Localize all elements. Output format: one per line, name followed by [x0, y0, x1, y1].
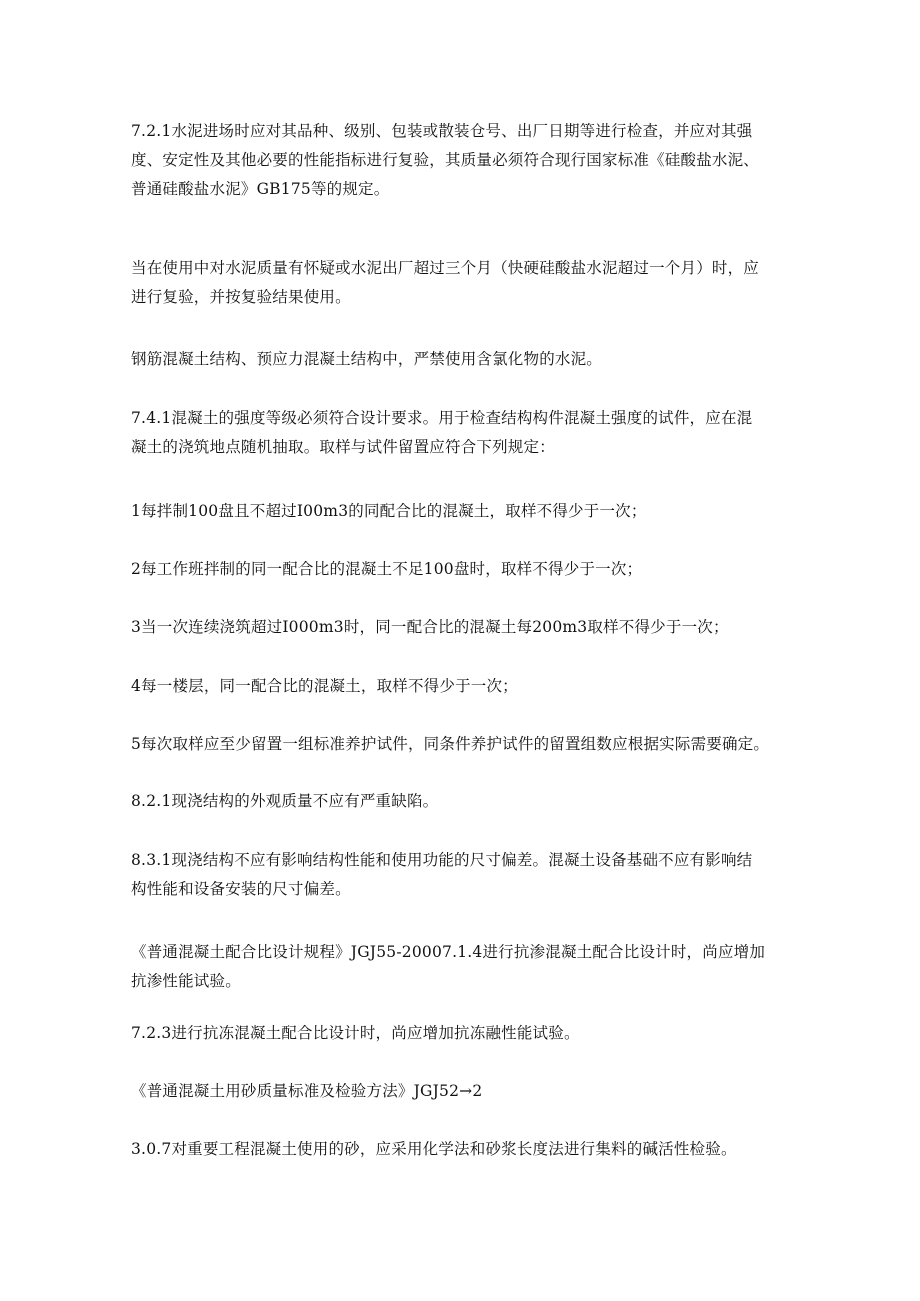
paragraph-line: 1每拌制100盘且不超过I00m3的同配合比的混凝土，取样不得少于一次；: [131, 502, 647, 520]
paragraph-line: 7.2.1水泥进场时应对其品种、级别、包装或散装仓号、出厂日期等进行检查，并应对其强: [131, 122, 753, 140]
paragraph-line: 3.0.7对重要工程混凝土使用的砂，应采用化学法和砂浆长度法进行集料的碱活性检验。: [131, 1140, 737, 1158]
list-item-rule-5: [131, 730, 831, 759]
list-item-rule-4: [131, 672, 831, 701]
paragraph-sand-standard-title: [131, 1077, 831, 1106]
paragraph-dimension-deviation: [131, 846, 831, 904]
list-item-rule-3: [131, 613, 831, 642]
paragraph-chloride-ban: [131, 345, 831, 374]
list-item-rule-1: [131, 497, 831, 526]
paragraph-cement-inspection: [131, 117, 831, 204]
paragraph-alkali-activity: [131, 1135, 831, 1164]
paragraph-line: 当在使用中对水泥质量有怀疑或水泥出厂超过三个月（快硬硅酸盐水泥超过一个月）时，应: [131, 259, 760, 277]
paragraph-line: 7.2.3进行抗冻混凝土配合比设计时，尚应增加抗冻融性能试验。: [131, 1024, 580, 1042]
paragraph-line: 3当一次连续浇筑超过I000m3时，同一配合比的混凝土每200m3取样不得少于一次；: [131, 618, 729, 636]
paragraph-line: 普通硅酸盐水泥》GB175等的规定。: [131, 180, 390, 198]
paragraph-line: 凝土的浇筑地点随机抽取。取样与试件留置应符合下列规定：: [131, 438, 555, 456]
paragraph-line: 4每一楼层，同一配合比的混凝土，取样不得少于一次；: [131, 677, 518, 695]
paragraph-line: 度、安定性及其他必要的性能指标进行复验，其质量必须符合现行国家标准《硅酸盐水泥、: [131, 151, 760, 169]
paragraph-line: 5每次取样应至少留置一组标准养护试件，同条件养护试件的留置组数应根据实际需要确定。: [131, 735, 770, 753]
paragraph-line: 构性能和设备安装的尺寸偏差。: [131, 880, 351, 898]
paragraph-cement-reinspection: [131, 254, 831, 312]
paragraph-appearance-quality: [131, 787, 831, 816]
paragraph-line: 2每工作班拌制的同一配合比的混凝土不足100盘时，取样不得少于一次；: [131, 560, 643, 578]
paragraph-line: 8.3.1现浇结构不应有影响结构性能和使用功能的尺寸偏差。混凝土设备基础不应有影响结: [131, 851, 753, 869]
paragraph-line: 《普通混凝土配合比设计规程》JGJ55-20007.1.4进行抗渗混凝土配合比设计时，尚应增加: [131, 943, 766, 961]
paragraph-line: 进行复验，并按复验结果使用。: [131, 288, 351, 306]
paragraph-frost-resistance: [131, 1019, 831, 1048]
paragraph-line: 钢筋混凝土结构、预应力混凝土结构中，严禁使用含氯化物的水泥。: [131, 350, 603, 368]
paragraph-line: 8.2.1现浇结构的外观质量不应有严重缺陷。: [131, 792, 439, 810]
paragraph-line: 7.4.1混凝土的强度等级必须符合设计要求。用于检查结构构件混凝土强度的试件，应在混: [131, 409, 753, 427]
paragraph-line: 《普通混凝土用砂质量标准及检验方法》JGJ52→2: [131, 1082, 483, 1100]
paragraph-concrete-strength: [131, 404, 831, 462]
paragraph-line: 抗渗性能试验。: [131, 972, 241, 990]
list-item-rule-2: [131, 555, 831, 584]
paragraph-impermeability-design: [131, 938, 831, 996]
